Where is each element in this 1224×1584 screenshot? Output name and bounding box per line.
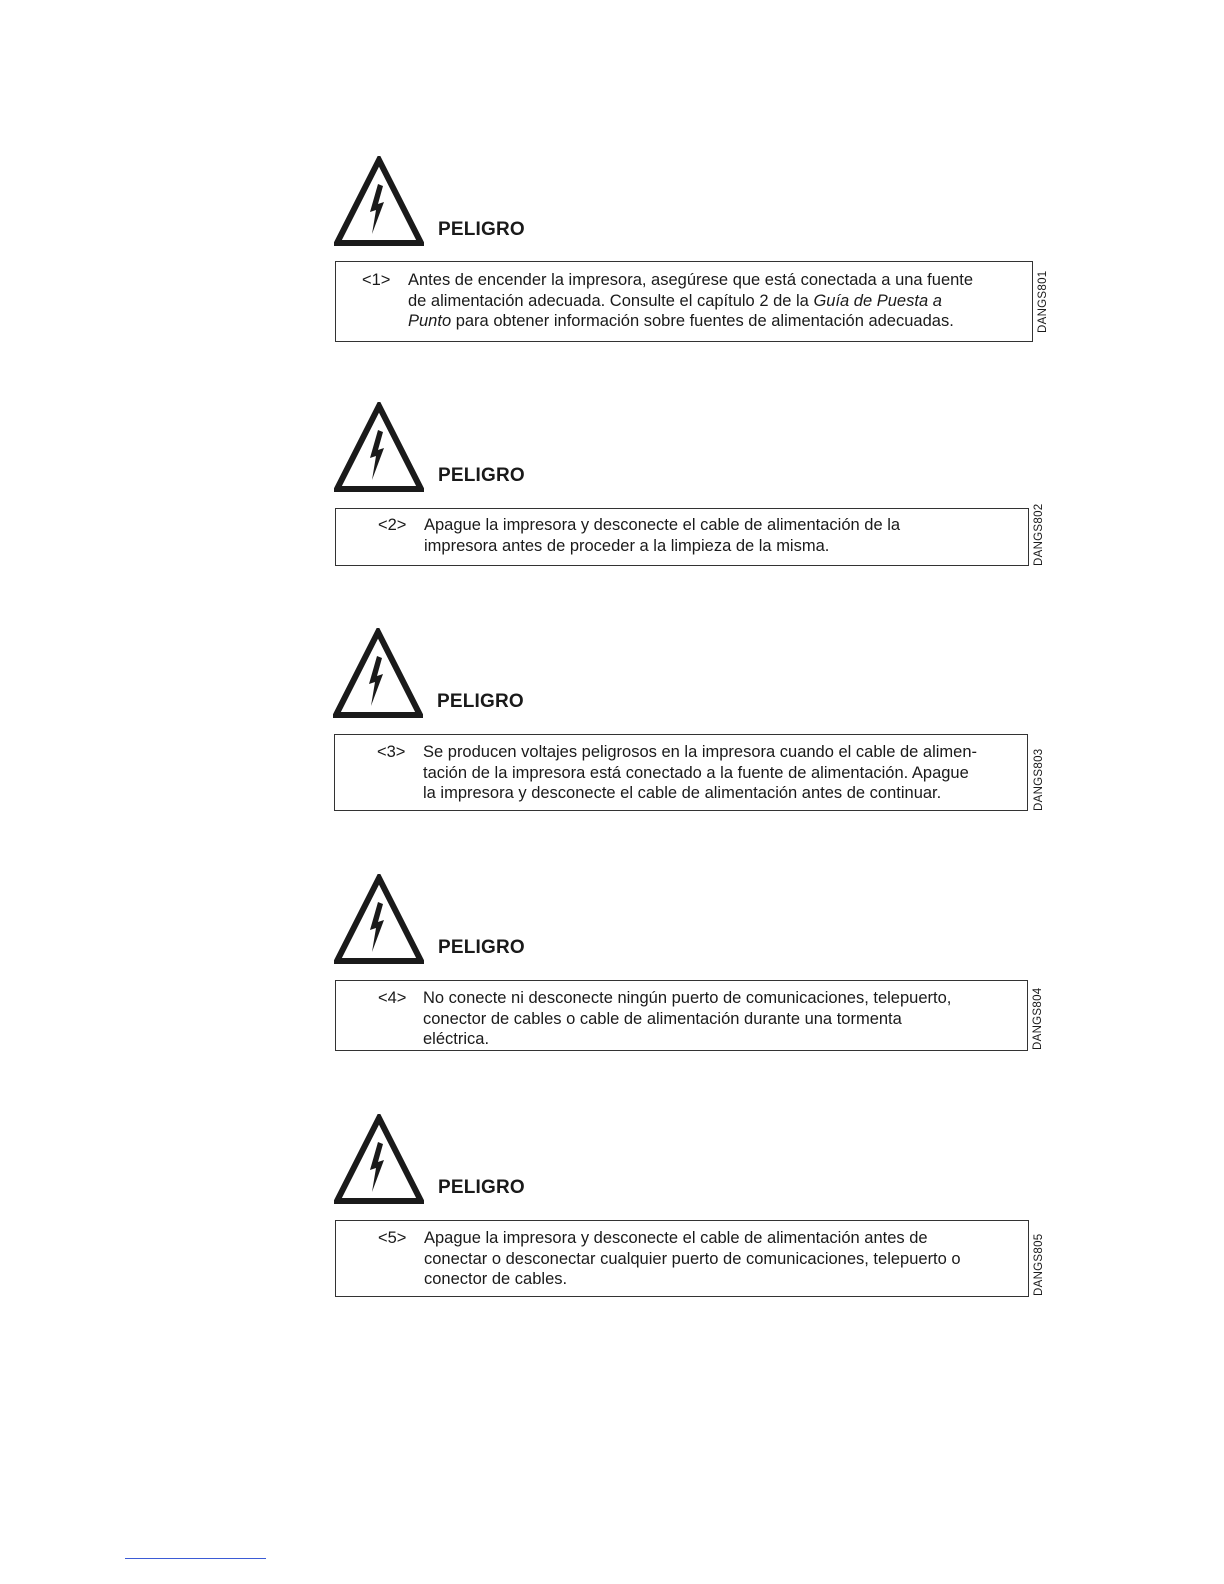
notice-line: conector de cables o cable de alimentación durante una tormenta: [423, 1009, 902, 1028]
notice-code: DANGS802: [1033, 503, 1045, 566]
notice-code: DANGS804: [1032, 987, 1044, 1050]
notice-number: <5>: [378, 1229, 407, 1247]
electrical-hazard-icon: [334, 874, 424, 964]
notice-number: <4>: [378, 989, 407, 1007]
danger-heading: PELIGRO: [438, 1177, 525, 1198]
notice-text: [424, 515, 900, 556]
notice-text: [423, 988, 951, 1050]
notice-number: <2>: [378, 516, 407, 534]
notice-number: <1>: [362, 271, 391, 289]
danger-heading: PELIGRO: [438, 465, 525, 486]
notice-line: la impresora y desconecte el cable de alimentación antes de continuar.: [423, 784, 942, 802]
notice-line: [408, 311, 973, 332]
notice-line: conectar o desconectar cualquier puerto de comunicaciones, telepuerto o: [424, 1249, 961, 1268]
guide-title-part: Guía de Puesta a: [813, 291, 942, 310]
notice-line: Se producen voltajes peligrosos en la impresora cuando el cable de alimen-: [423, 743, 977, 761]
guide-title-part: Punto: [408, 312, 452, 330]
notice-line-part: de alimentación adecuada. Consulte el capítulo 2 de la: [408, 291, 814, 310]
danger-heading: PELIGRO: [438, 937, 525, 958]
notice-text: [408, 270, 973, 332]
danger-heading: PELIGRO: [437, 691, 524, 712]
notice-line: impresora antes de proceder a la limpieza de la misma.: [424, 536, 830, 555]
notice-line: [408, 291, 973, 312]
danger-heading: PELIGRO: [438, 219, 525, 240]
electrical-hazard-icon: [334, 1114, 424, 1204]
notice-line: No conecte ni desconecte ningún puerto de comunicaciones, telepuerto,: [423, 989, 952, 1007]
notice-line: Apague la impresora y desconecte el cable de alimentación de la: [424, 516, 901, 534]
notice-line: tación de la impresora está conectado a la fuente de alimentación. Apague: [423, 763, 969, 782]
notice-number: <3>: [377, 743, 406, 761]
notice-code: DANGS803: [1033, 748, 1045, 811]
electrical-hazard-icon: [334, 156, 424, 246]
notice-line: conector de cables.: [424, 1270, 568, 1288]
notice-text: [423, 742, 977, 804]
notice-line: Apague la impresora y desconecte el cable de alimentación antes de: [424, 1229, 928, 1247]
notice-text: [424, 1228, 961, 1290]
notice-line: eléctrica.: [423, 1030, 490, 1048]
notice-line: Antes de encender la impresora, asegúrese que está conectada a una fuente: [408, 271, 974, 289]
notice-code: DANGS801: [1037, 270, 1049, 333]
notice-line-part: para obtener información sobre fuentes de alimentación adecuadas.: [451, 312, 954, 330]
footnote-divider: [125, 1558, 266, 1559]
electrical-hazard-icon: [333, 628, 423, 718]
notice-code: DANGS805: [1033, 1233, 1045, 1296]
electrical-hazard-icon: [334, 402, 424, 492]
